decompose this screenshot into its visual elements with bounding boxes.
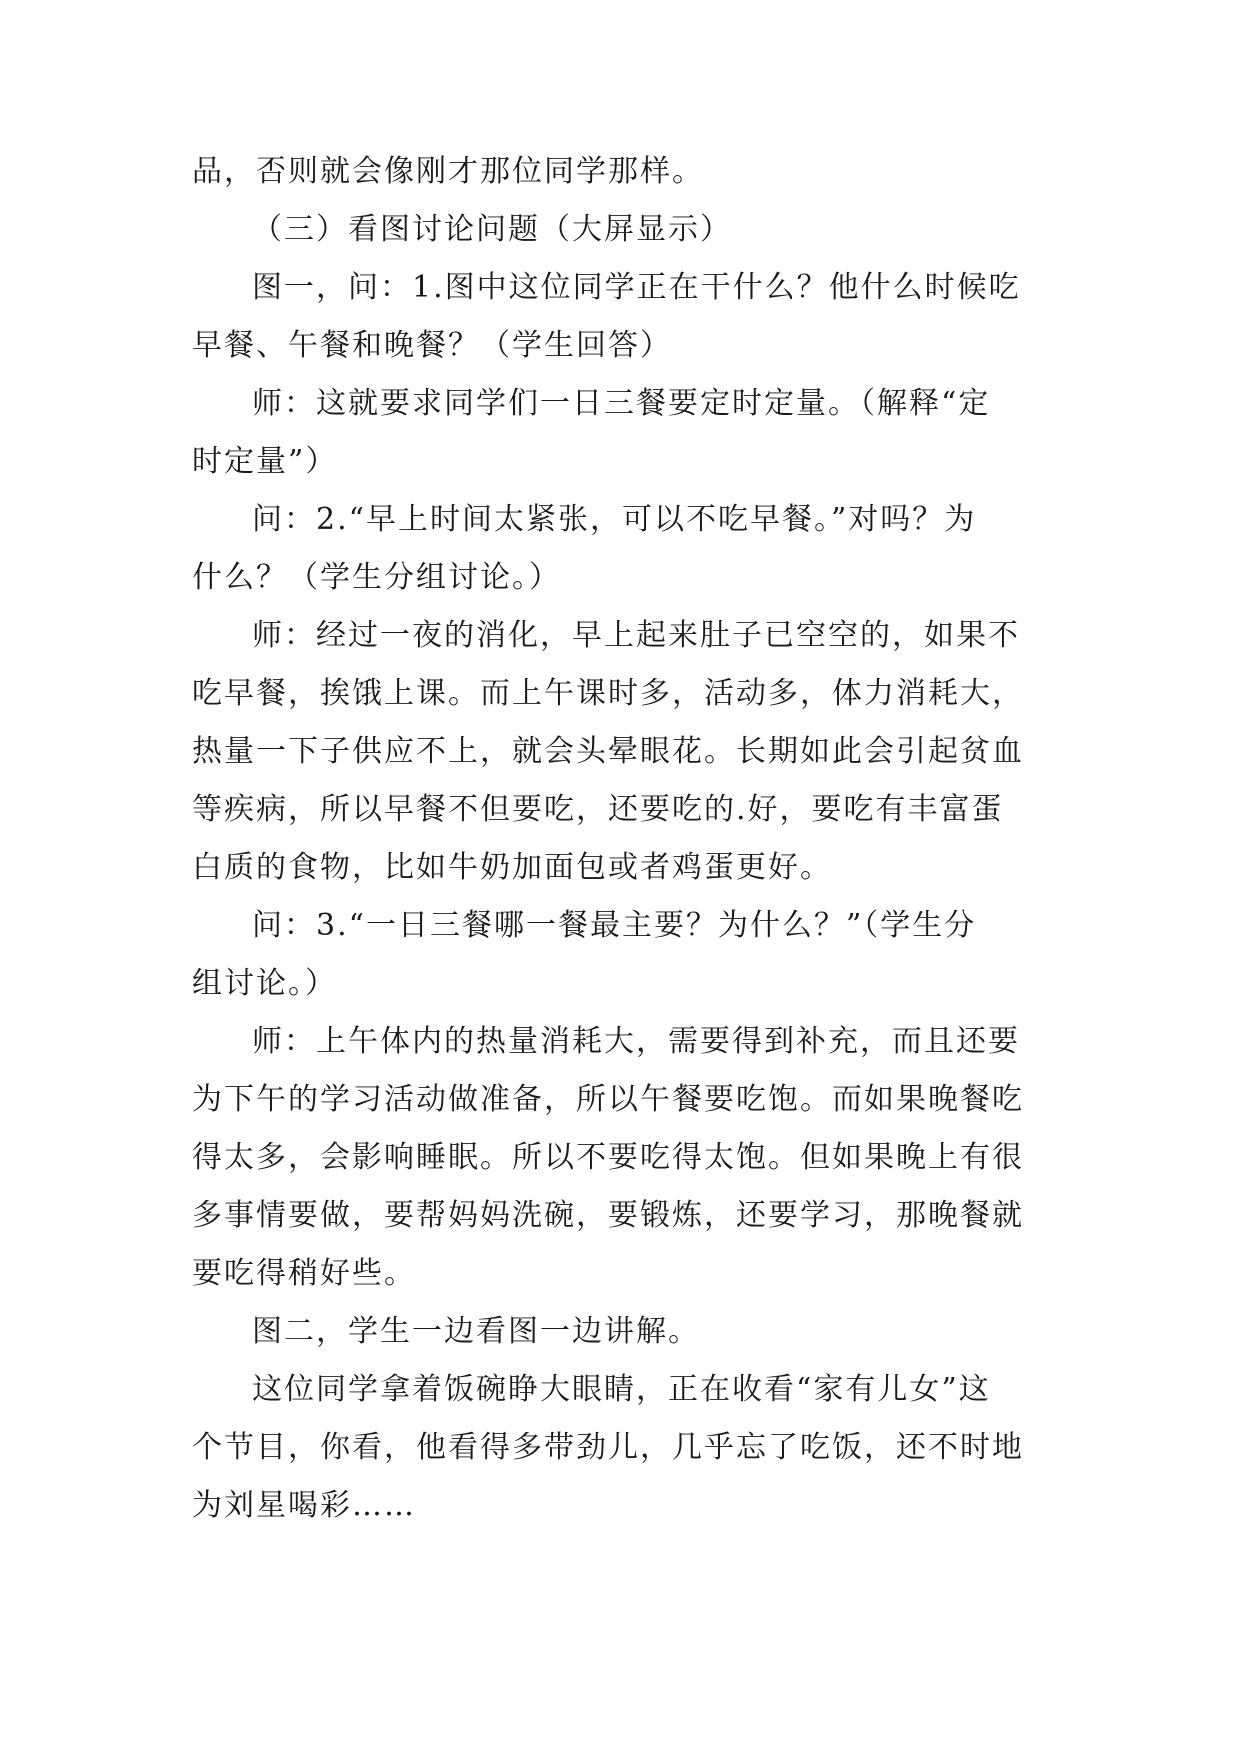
text-line: 个节目，你看，他看得多带劲儿，几乎忘了吃饭，还不时地 <box>192 1430 1024 1465</box>
text-line: 早餐、午餐和晚餐？（学生回答） <box>192 328 672 363</box>
text-line: 师：经过一夜的消化，早上起来肚子已空空的，如果不 <box>252 618 1020 653</box>
text-line: 为下午的学习活动做准备，所以午餐要吃饱。而如果晚餐吃 <box>192 1082 1024 1117</box>
text-line: 什么？（学生分组讨论。） <box>192 560 561 595</box>
text-line: 白质的食物，比如牛奶加面包或者鸡蛋更好。 <box>192 850 832 885</box>
text-line: 等疾病，所以早餐不但要吃，还要吃的.好，要吃有丰富蛋 <box>192 792 1004 827</box>
text-line: 要吃得稍好些。 <box>192 1256 416 1291</box>
text-line: 图二，学生一边看图一边讲解。 <box>252 1314 700 1349</box>
text-line: 吃早餐，挨饿上课。而上午课时多，活动多，体力消耗大， <box>192 676 1024 711</box>
text-line: 问：2.“早上时间太紧张，可以不吃早餐。”对吗？为 <box>252 502 977 537</box>
text-line: 品，否则就会像刚才那位同学那样。 <box>192 154 704 189</box>
text-line: 问：3.“一日三餐哪一餐最主要？为什么？”（学生分 <box>252 908 977 943</box>
text-line: 时定量”） <box>192 444 338 479</box>
text-line: 师：上午体内的热量消耗大，需要得到补充，而且还要 <box>252 1024 1020 1059</box>
section-heading: （三）看图讨论问题（大屏显示） <box>252 212 732 247</box>
text-line: 热量一下子供应不上，就会头晕眼花。长期如此会引起贫血 <box>192 734 1024 769</box>
text-line: 为刘星喝彩…… <box>192 1488 416 1523</box>
text-line: 这位同学拿着饭碗睁大眼睛，正在收看“家有儿女”这 <box>252 1372 991 1407</box>
text-line: 多事情要做，要帮妈妈洗碗，要锻炼，还要学习，那晚餐就 <box>192 1198 1024 1233</box>
text-line: 师：这就要求同学们一日三餐要定时定量。（解释“定 <box>252 386 991 421</box>
text-line: 组讨论。） <box>192 966 337 1001</box>
text-line: 得太多，会影响睡眠。所以不要吃得太饱。但如果晚上有很 <box>192 1140 1024 1175</box>
text-line: 图一，问：1.图中这位同学正在干什么？他什么时候吃 <box>252 270 1021 305</box>
